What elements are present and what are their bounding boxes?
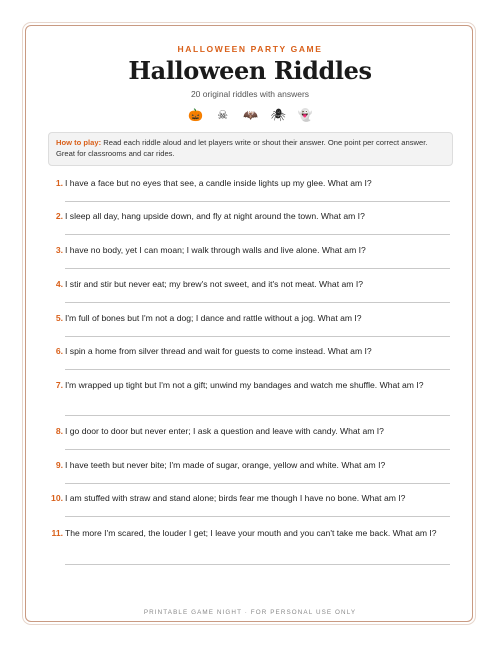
riddle-text: I have no body, yet I can moan; I walk through walls and live alone. What am I?	[65, 245, 366, 255]
riddle-number: 8.	[55, 426, 63, 436]
riddle-number: 6.	[55, 346, 63, 356]
riddle-text: I sleep all day, hang upside down, and fly at night around the town. What am I?	[65, 211, 365, 221]
answer-line	[65, 483, 450, 484]
riddle-text: I spin a home from silver thread and wait for guests to come instead. What am I?	[65, 346, 372, 356]
riddle-number: 10.	[51, 493, 63, 503]
answer-line	[65, 336, 450, 337]
skull-crossbones-icon: ☠	[217, 108, 229, 122]
how-to-play-box	[48, 132, 453, 166]
riddle-text: I go door to door but never enter; I ask a question and leave with candy. What am I?	[65, 426, 384, 436]
riddle-text: I am stuffed with straw and stand alone; birds fear me though I have no bone. What am I?	[65, 493, 406, 503]
riddle-text: I have teeth but never bite; I'm made of sugar, orange, yellow and white. What am I?	[65, 460, 386, 470]
riddle-text: I have a face but no eyes that see, a candle inside lights up my glee. What am I?	[65, 178, 372, 188]
answer-line	[65, 268, 450, 269]
riddle-text: I stir and stir but never eat; my brew's not sweet, and it's not meat. What am I?	[65, 279, 363, 289]
spider-icon: 🕷	[270, 108, 286, 122]
answer-line	[65, 449, 450, 450]
answer-line	[65, 516, 450, 517]
riddle-number: 5.	[55, 313, 63, 323]
ghost-icon: 👻	[297, 108, 313, 122]
riddle-number: 9.	[55, 460, 63, 470]
page-title: Halloween Riddles	[128, 56, 372, 85]
icon-row	[0, 108, 500, 122]
answer-line	[65, 564, 450, 565]
how-to-play-label: How to play:	[56, 138, 102, 147]
answer-line	[65, 201, 450, 202]
riddle-text: I'm full of bones but I'm not a dog; I dance and rattle without a jog. What am I?	[65, 313, 362, 323]
how-to-play-text: Read each riddle aloud and let players write or shout their answer. One point per correct answer. Great for classrooms and car rides.	[56, 138, 428, 158]
bat-icon: 🦇	[243, 108, 258, 122]
riddle-number: 2.	[55, 211, 63, 221]
riddle-number: 1.	[55, 178, 63, 188]
page-subtitle: 20 original riddles with answers	[190, 89, 310, 99]
answer-line	[65, 369, 450, 370]
riddle-number: 4.	[55, 279, 63, 289]
answer-line	[65, 234, 450, 235]
page-footer: PRINTABLE GAME NIGHT · FOR PERSONAL USE ONLY	[143, 609, 357, 616]
riddle-number: 3.	[55, 245, 63, 255]
answer-line	[65, 415, 450, 416]
riddle-number: 7.	[55, 380, 63, 390]
riddle-text: I'm wrapped up tight but I'm not a gift; unwind my bandages and watch me shuffle. What am I?	[65, 380, 424, 390]
pumpkin-icon: 🎃	[188, 108, 204, 122]
answer-line	[65, 302, 450, 303]
kicker-label: HALLOWEEN PARTY GAME	[177, 44, 323, 54]
riddle-text: The more I'm scared, the louder I get; I leave your mouth and you can't take me back. What am I?	[65, 528, 437, 538]
riddle-number: 11.	[51, 528, 63, 538]
